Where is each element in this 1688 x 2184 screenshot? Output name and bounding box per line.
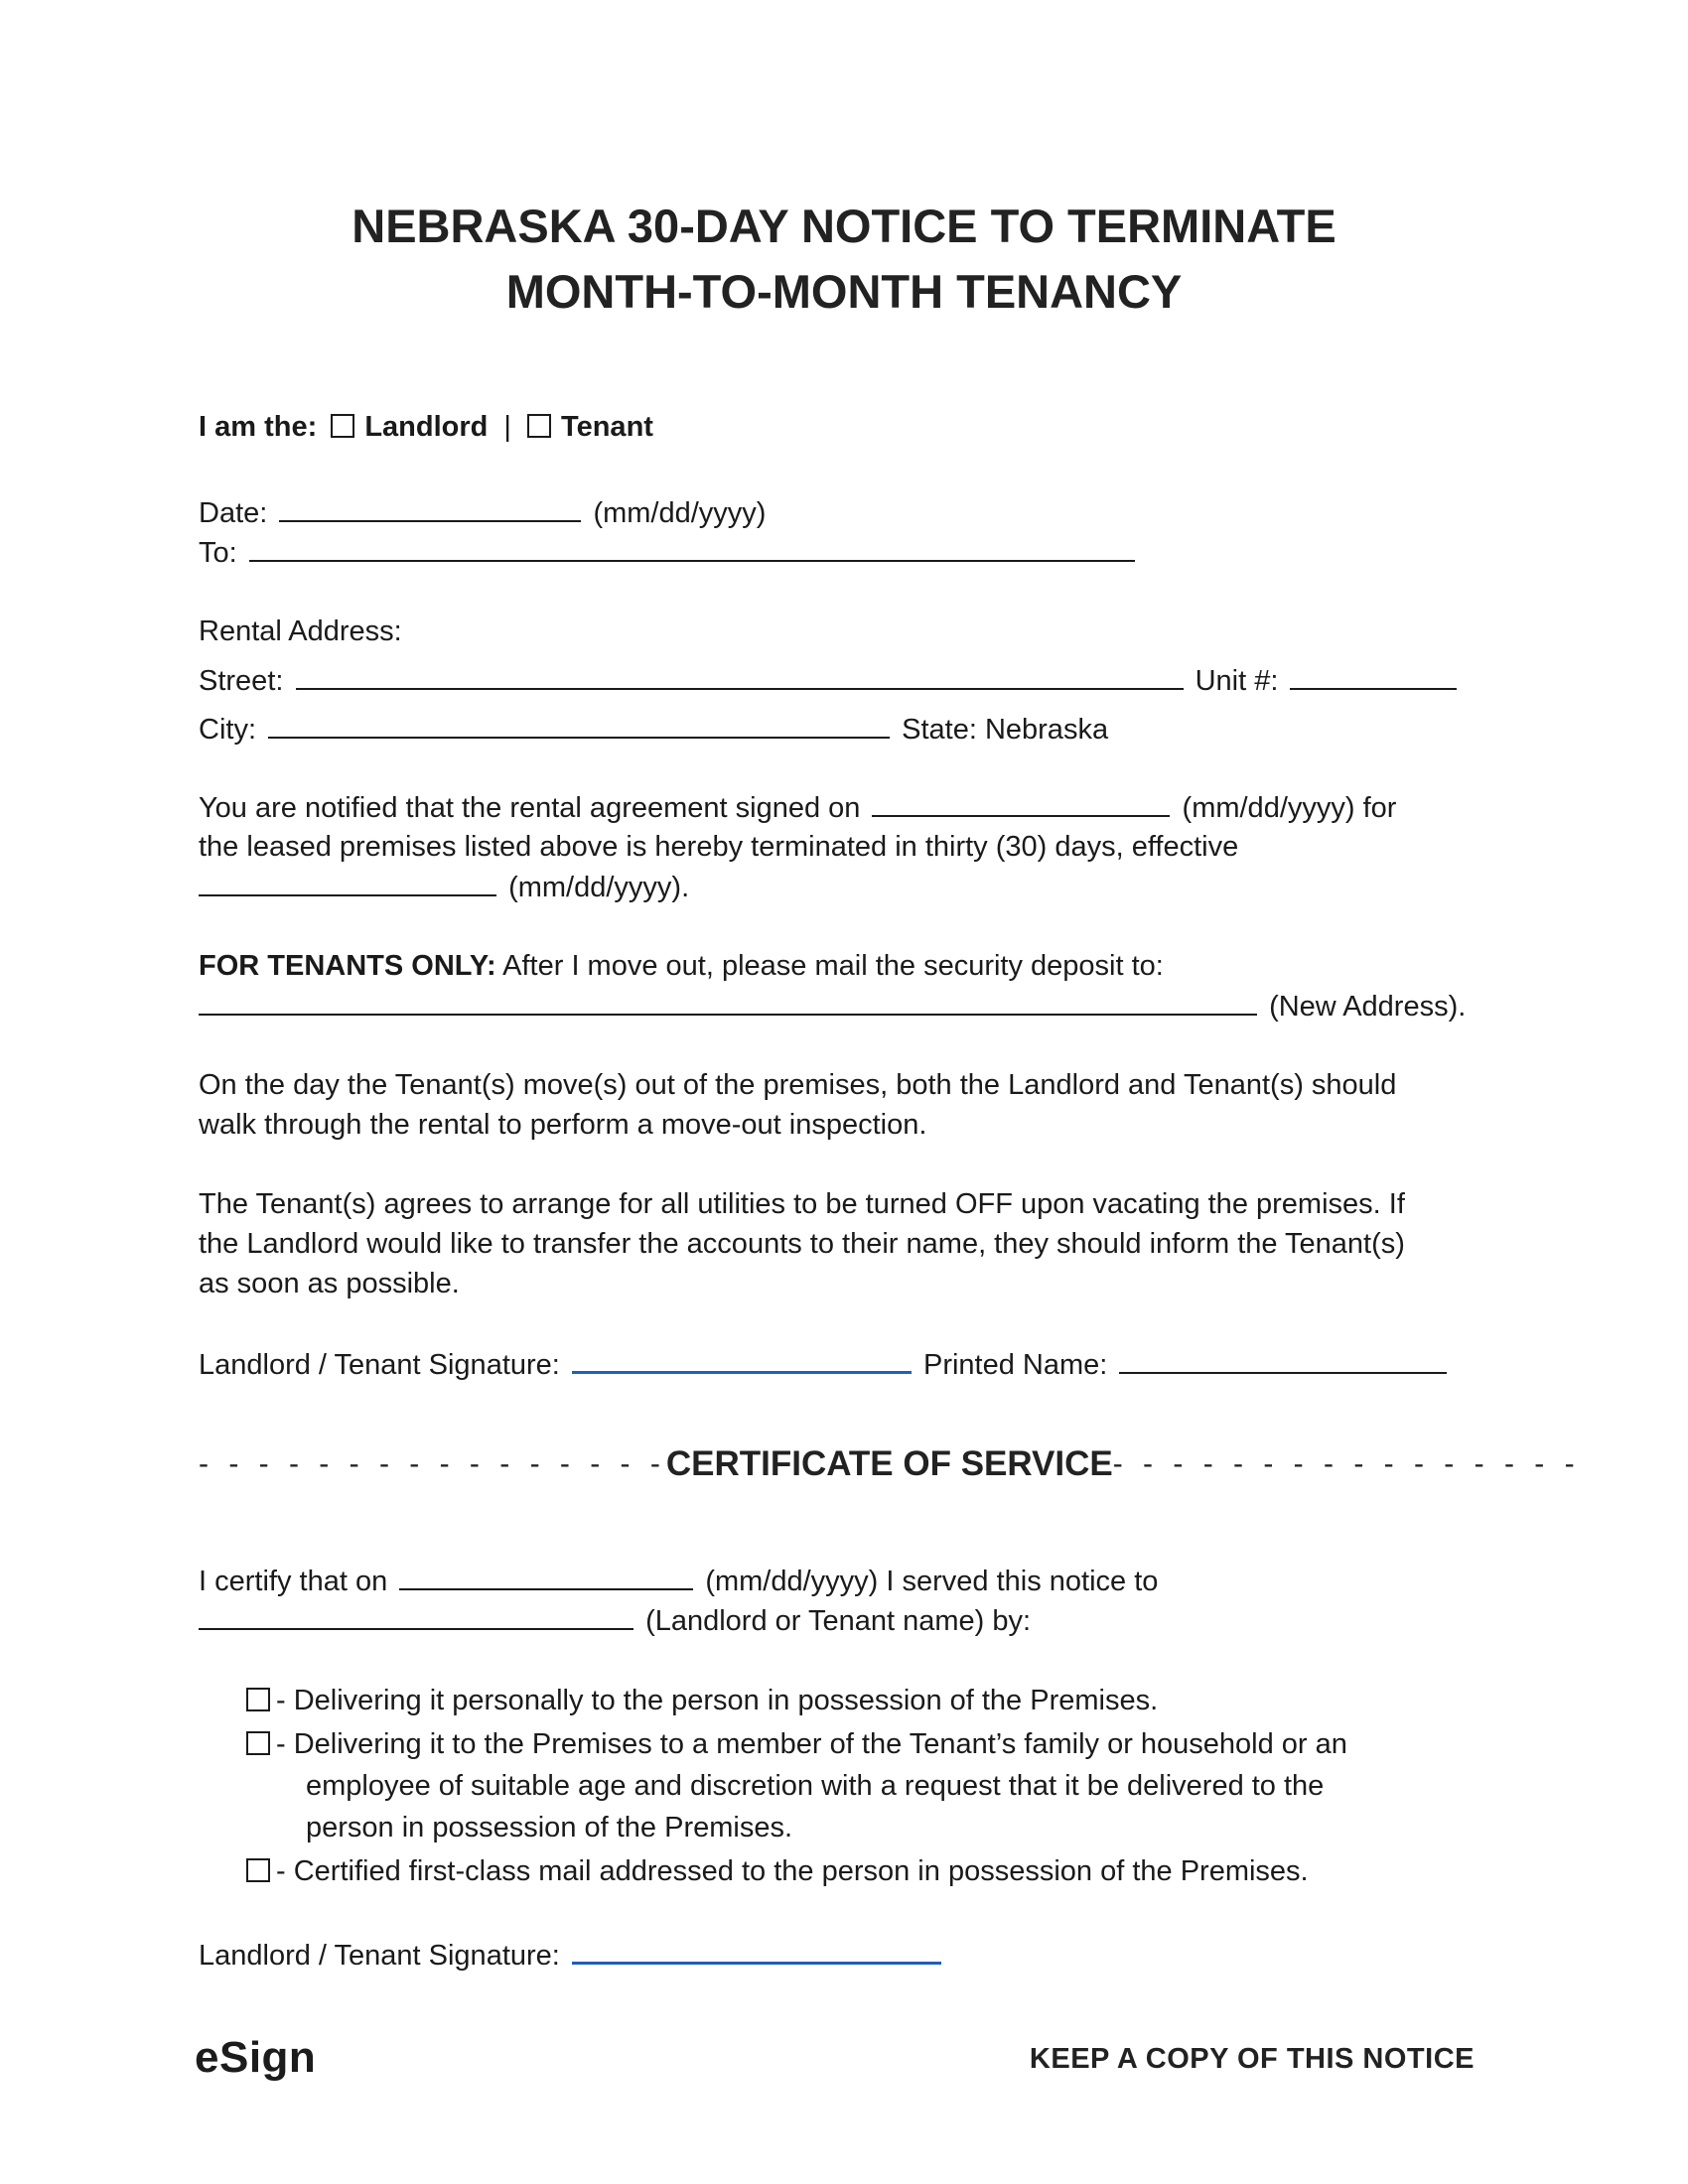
inspection-line-1: On the day the Tenant(s) move(s) out of the premises, both the Landlord and Tenant(s) should <box>199 1069 1397 1101</box>
option-2-checkbox[interactable] <box>246 1731 270 1755</box>
title-line-1: NEBRASKA 30-DAY NOTICE TO TERMINATE <box>352 200 1336 252</box>
certify-text-1b: (mm/dd/yyyy) I served this notice to <box>705 1566 1159 1597</box>
printed-name-label: Printed Name: <box>922 1349 1108 1381</box>
certificate-signature-label: Landlord / Tenant Signature: <box>199 1940 560 1972</box>
signature-row <box>199 1343 1451 1385</box>
city-label: City: <box>199 714 256 746</box>
certify-text-1a: I certify that on <box>199 1566 388 1597</box>
date-hint: (mm/dd/yyyy) <box>593 497 767 529</box>
notice-line-2: the leased premises listed above is hereby terminated in thirty (30) days, effective <box>199 831 1239 863</box>
service-option-1 <box>246 1680 1158 1721</box>
landlord-checkbox[interactable] <box>331 414 354 438</box>
title-line-2: MONTH-TO-MONTH TENANCY <box>505 265 1183 318</box>
certificate-signature-field[interactable] <box>572 1934 941 1965</box>
to-label: To: <box>199 537 237 569</box>
agreement-date-field[interactable] <box>872 787 1170 817</box>
city-row <box>199 709 1108 750</box>
notice-text-1a: You are notified that the rental agreement signed on <box>199 792 861 824</box>
certify-text-2b: (Landlord or Tenant name) by: <box>645 1605 1032 1637</box>
to-row <box>199 532 1139 573</box>
tenants-only-line <box>199 946 1164 986</box>
date-label: Date: <box>199 497 268 529</box>
option-2-text-2: employee of suitable age and discretion with a request that it be delivered to the <box>306 1770 1325 1802</box>
tenant-checkbox[interactable] <box>527 414 551 438</box>
role-separator: | <box>503 411 511 443</box>
tenants-only-text: After I move out, please mail the security deposit to: <box>502 950 1164 982</box>
service-option-2 <box>246 1723 1347 1765</box>
street-label: Street: <box>199 665 284 697</box>
certify-line-2 <box>199 1600 1031 1641</box>
inspection-line-2: walk through the rental to perform a move-out inspection. <box>199 1109 927 1141</box>
certify-line-1 <box>199 1561 1158 1601</box>
certificate-heading <box>199 1441 1581 1487</box>
utilities-line-2: the Landlord would like to transfer the accounts to their name, they should inform the Tenant(s) <box>199 1228 1405 1260</box>
served-name-field[interactable] <box>199 1600 633 1630</box>
unit-field[interactable] <box>1290 660 1457 690</box>
to-field[interactable] <box>249 532 1135 562</box>
utilities-line-3: as soon as possible. <box>199 1268 460 1299</box>
unit-label: Unit #: <box>1195 665 1279 697</box>
certificate-title: CERTIFICATE OF SERVICE <box>665 1444 1113 1483</box>
landlord-label: Landlord <box>364 411 489 443</box>
option-1-text: - Delivering it personally to the person in possession of the Premises. <box>276 1685 1159 1716</box>
option-2-text-1: - Delivering it to the Premises to a member of the Tenant’s family or household or an <box>276 1728 1347 1760</box>
state-label: State: Nebraska <box>902 714 1109 746</box>
dashes-right: - - - - - - - - - - - - - - - - <box>1112 1447 1581 1480</box>
street-field[interactable] <box>296 660 1184 690</box>
new-address-field[interactable] <box>199 986 1257 1016</box>
notice-text-3b: (mm/dd/yyyy). <box>508 872 690 903</box>
notice-text-1b: (mm/dd/yyyy) for <box>1182 792 1397 824</box>
service-date-field[interactable] <box>399 1561 693 1590</box>
option-3-checkbox[interactable] <box>246 1858 270 1882</box>
esign-logo: eSign <box>195 2033 317 2082</box>
keep-copy-notice: KEEP A COPY OF THIS NOTICE <box>1029 2043 1475 2075</box>
signature-field[interactable] <box>572 1343 912 1374</box>
new-address-line <box>199 986 1466 1026</box>
option-3-text: - Certified first-class mail addressed to the person in possession of the Premises. <box>276 1855 1309 1887</box>
notice-line-3 <box>199 867 689 907</box>
date-row <box>199 492 766 533</box>
tenants-only-label: FOR TENANTS ONLY: <box>199 950 496 982</box>
date-field[interactable] <box>279 492 581 522</box>
service-option-3 <box>246 1850 1309 1892</box>
document-title <box>0 194 1688 325</box>
role-row <box>199 407 653 447</box>
new-address-hint: (New Address). <box>1269 991 1467 1023</box>
option-2-text-3: person in possession of the Premises. <box>306 1812 793 1843</box>
role-label: I am the: <box>199 411 318 443</box>
notice-line-1 <box>199 787 1396 828</box>
rental-address-heading: Rental Address: <box>199 615 402 647</box>
dashes-left: - - - - - - - - - - - - - - - - <box>199 1447 666 1480</box>
utilities-line-1: The Tenant(s) agrees to arrange for all utilities to be turned OFF upon vacating the premises. If <box>199 1188 1405 1220</box>
option-1-checkbox[interactable] <box>246 1688 270 1711</box>
certificate-signature-row <box>199 1934 945 1976</box>
printed-name-field[interactable] <box>1119 1344 1447 1374</box>
tenant-label: Tenant <box>561 411 653 443</box>
city-field[interactable] <box>268 709 890 739</box>
effective-date-field[interactable] <box>199 867 496 896</box>
street-row <box>199 660 1461 701</box>
signature-label: Landlord / Tenant Signature: <box>199 1349 560 1381</box>
